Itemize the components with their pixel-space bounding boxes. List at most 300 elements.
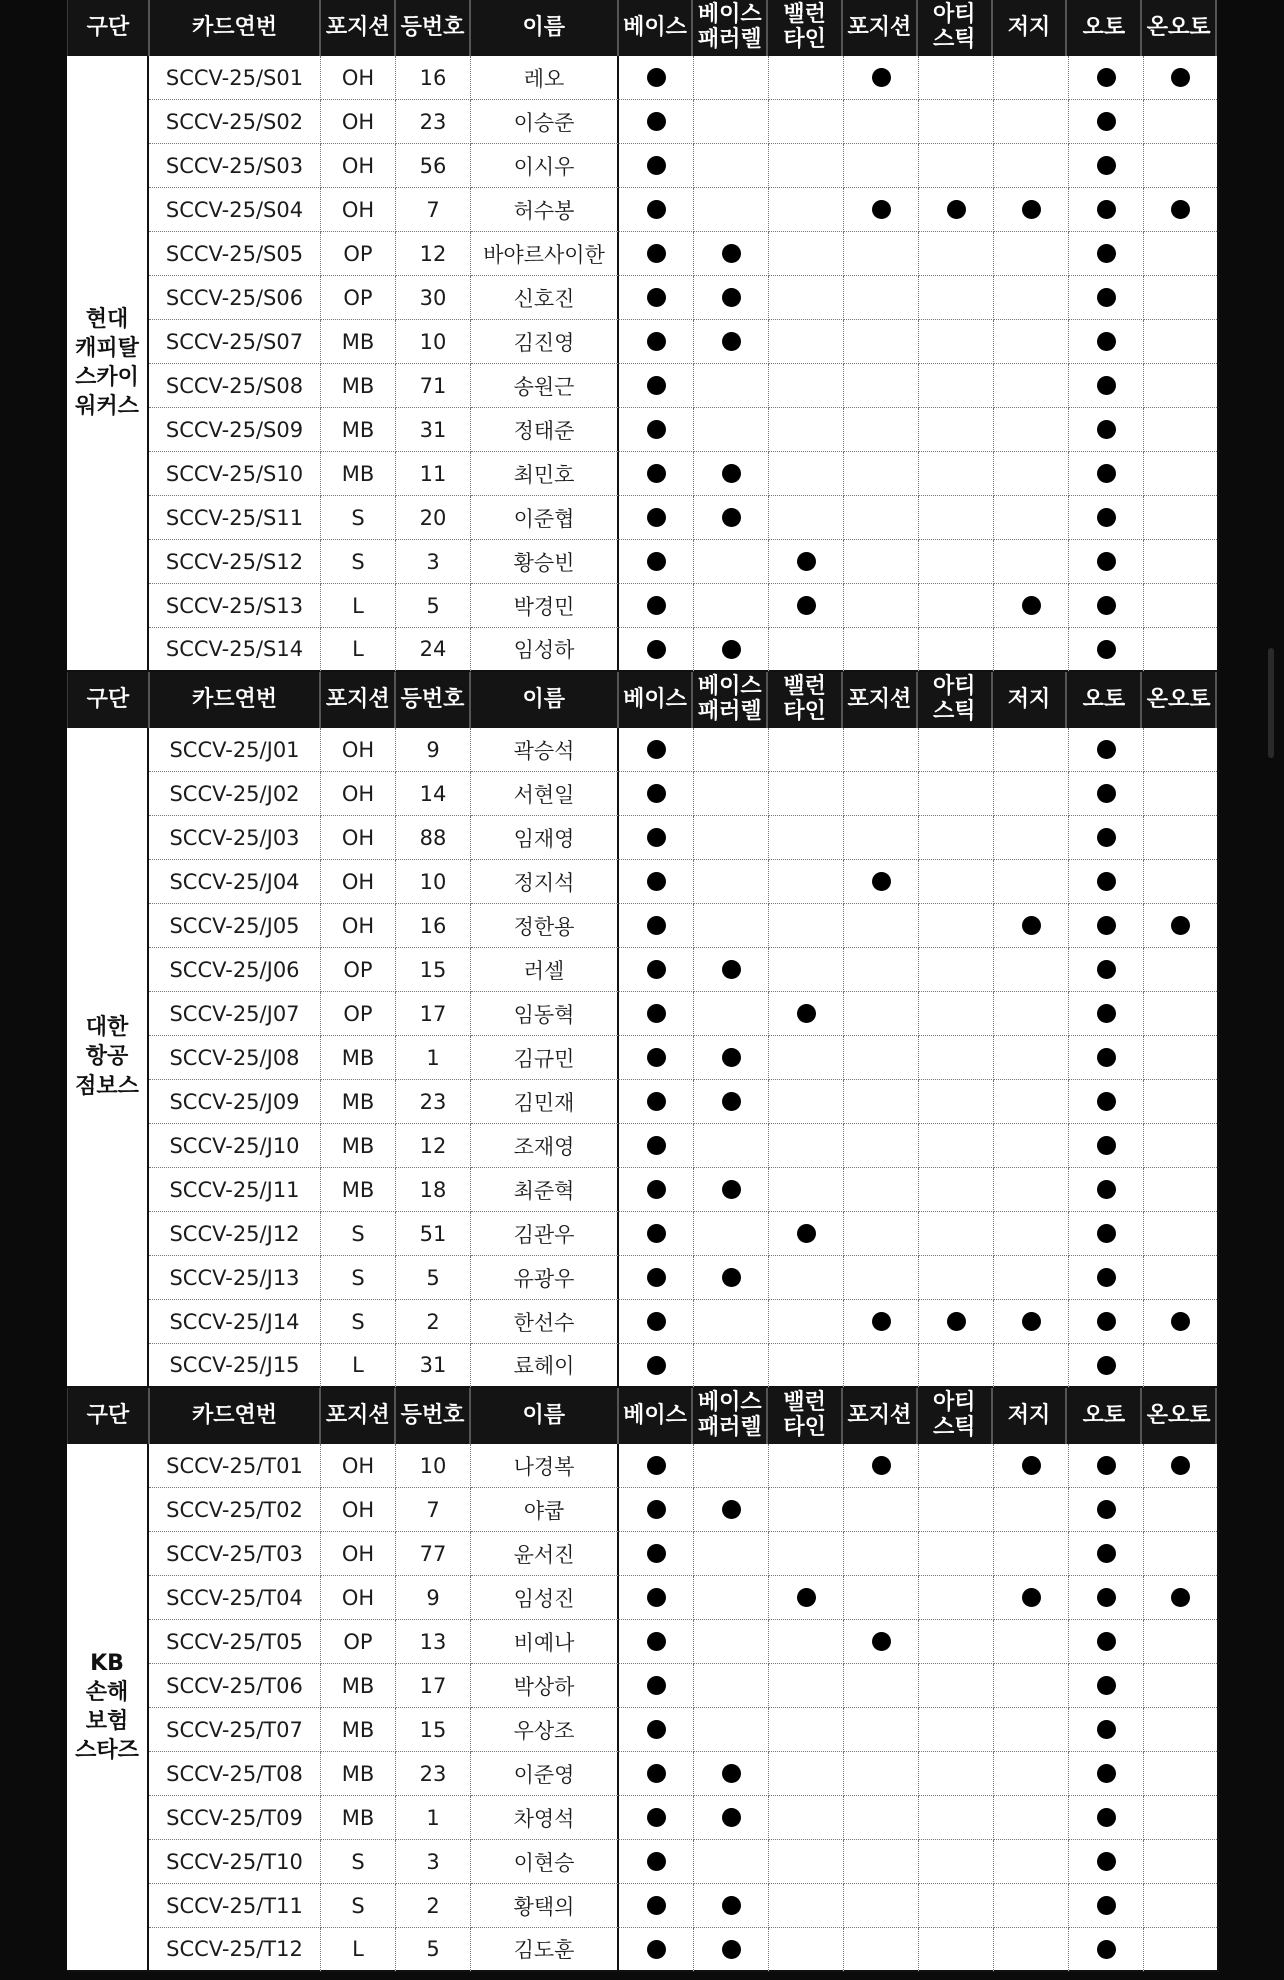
flag-cell-artistic xyxy=(919,860,994,904)
flag-cell-jersey xyxy=(994,232,1069,276)
table-row xyxy=(149,1796,1219,1840)
checked-dot-icon xyxy=(1097,420,1116,439)
flag-cell-artistic xyxy=(919,100,994,144)
flag-cell-base xyxy=(619,276,694,320)
header-position: 포지션 xyxy=(321,0,396,56)
checked-dot-icon xyxy=(647,1004,666,1023)
flag-cell-auto xyxy=(1069,1796,1144,1840)
header-jersey: 저지 xyxy=(993,1388,1068,1444)
checked-dot-icon xyxy=(647,1136,666,1155)
flag-cell-base-parallel xyxy=(694,144,769,188)
position-cell: MB xyxy=(321,320,396,364)
flag-cell-jersey xyxy=(994,364,1069,408)
header-position: 포지션 xyxy=(321,1388,396,1444)
checked-dot-icon xyxy=(1097,1676,1116,1695)
checked-dot-icon xyxy=(1022,1588,1041,1607)
position-cell: S xyxy=(321,1840,396,1884)
flag-cell-base xyxy=(619,772,694,816)
flag-cell-auto xyxy=(1069,1576,1144,1620)
player-name-cell: 김진영 xyxy=(471,320,619,364)
jersey-number-cell: 15 xyxy=(396,948,471,992)
position-cell: S xyxy=(321,1300,396,1344)
flag-cell-jersey xyxy=(994,408,1069,452)
checked-dot-icon xyxy=(872,68,891,87)
card-number-cell: SCCV-25/S06 xyxy=(149,276,321,320)
card-number-cell: SCCV-25/J04 xyxy=(149,860,321,904)
flag-cell-jersey xyxy=(994,948,1069,992)
flag-cell-jersey xyxy=(994,1796,1069,1840)
flag-cell-on-card-auto xyxy=(1144,232,1219,276)
flag-cell-artistic xyxy=(919,364,994,408)
flag-cell-on-card-auto xyxy=(1144,728,1219,772)
checked-dot-icon xyxy=(722,464,741,483)
jersey-number-cell: 2 xyxy=(396,1300,471,1344)
header-base-parallel: 베이스 패러렐 xyxy=(693,1388,768,1444)
flag-cell-artistic xyxy=(919,1928,994,1972)
row-group xyxy=(149,56,1219,672)
card-number-cell: SCCV-25/J07 xyxy=(149,992,321,1036)
flag-cell-auto xyxy=(1069,1532,1144,1576)
flag-cell-position-insert xyxy=(844,1884,919,1928)
card-number-cell: SCCV-25/T06 xyxy=(149,1664,321,1708)
table-row xyxy=(149,1532,1219,1576)
flag-cell-auto xyxy=(1069,628,1144,672)
flag-cell-auto xyxy=(1069,772,1144,816)
player-name-cell: 한선수 xyxy=(471,1300,619,1344)
flag-cell-base-parallel xyxy=(694,188,769,232)
flag-cell-artistic xyxy=(919,1256,994,1300)
flag-cell-valentine xyxy=(769,1036,844,1080)
card-number-cell: SCCV-25/J10 xyxy=(149,1124,321,1168)
flag-cell-jersey xyxy=(994,320,1069,364)
checked-dot-icon xyxy=(1097,1852,1116,1871)
flag-cell-jersey xyxy=(994,728,1069,772)
flag-cell-position-insert xyxy=(844,1256,919,1300)
flag-cell-artistic xyxy=(919,1576,994,1620)
table-row xyxy=(149,232,1219,276)
checked-dot-icon xyxy=(872,872,891,891)
flag-cell-auto xyxy=(1069,364,1144,408)
flag-cell-auto xyxy=(1069,584,1144,628)
card-number-cell: SCCV-25/J13 xyxy=(149,1256,321,1300)
flag-cell-base xyxy=(619,1928,694,1972)
player-name-cell: 우상조 xyxy=(471,1708,619,1752)
flag-cell-position-insert xyxy=(844,232,919,276)
table-row xyxy=(149,1344,1219,1388)
flag-cell-auto xyxy=(1069,144,1144,188)
card-number-cell: SCCV-25/J03 xyxy=(149,816,321,860)
player-name-cell: 임성하 xyxy=(471,628,619,672)
flag-cell-base xyxy=(619,584,694,628)
flag-cell-valentine xyxy=(769,1532,844,1576)
card-number-cell: SCCV-25/T05 xyxy=(149,1620,321,1664)
checked-dot-icon xyxy=(797,1224,816,1243)
flag-cell-base xyxy=(619,860,694,904)
flag-cell-on-card-auto xyxy=(1144,1532,1219,1576)
flag-cell-jersey xyxy=(994,496,1069,540)
flag-cell-artistic xyxy=(919,1124,994,1168)
card-number-cell: SCCV-25/T03 xyxy=(149,1532,321,1576)
jersey-number-cell: 51 xyxy=(396,1212,471,1256)
flag-cell-jersey xyxy=(994,1080,1069,1124)
card-number-cell: SCCV-25/J15 xyxy=(149,1344,321,1388)
checked-dot-icon xyxy=(647,1268,666,1287)
checked-dot-icon xyxy=(722,244,741,263)
flag-cell-on-card-auto xyxy=(1144,496,1219,540)
flag-cell-base-parallel xyxy=(694,1212,769,1256)
flag-cell-jersey xyxy=(994,1488,1069,1532)
flag-cell-position-insert xyxy=(844,1532,919,1576)
flag-cell-base-parallel xyxy=(694,860,769,904)
flag-cell-auto xyxy=(1069,320,1144,364)
team-section xyxy=(67,1388,1217,1972)
header-player-name: 이름 xyxy=(471,672,619,728)
flag-cell-auto xyxy=(1069,1168,1144,1212)
flag-cell-auto xyxy=(1069,56,1144,100)
table-row xyxy=(149,1884,1219,1928)
flag-cell-position-insert xyxy=(844,320,919,364)
player-name-cell: 허수봉 xyxy=(471,188,619,232)
position-cell: OH xyxy=(321,56,396,100)
flag-cell-artistic xyxy=(919,1080,994,1124)
checked-dot-icon xyxy=(1097,916,1116,935)
header-auto: 오토 xyxy=(1067,0,1142,56)
flag-cell-valentine xyxy=(769,276,844,320)
checked-dot-icon xyxy=(647,960,666,979)
flag-cell-jersey xyxy=(994,628,1069,672)
flag-cell-base-parallel xyxy=(694,452,769,496)
table-row xyxy=(149,1124,1219,1168)
player-name-cell: 러셀 xyxy=(471,948,619,992)
flag-cell-valentine xyxy=(769,992,844,1036)
flag-cell-base xyxy=(619,728,694,772)
flag-cell-auto xyxy=(1069,1444,1144,1488)
card-number-cell: SCCV-25/T08 xyxy=(149,1752,321,1796)
flag-cell-position-insert xyxy=(844,1752,919,1796)
flag-cell-auto xyxy=(1069,1884,1144,1928)
header-base: 베이스 xyxy=(619,0,694,56)
flag-cell-auto xyxy=(1069,232,1144,276)
checked-dot-icon xyxy=(1097,112,1116,131)
table-row xyxy=(149,772,1219,816)
table-row xyxy=(149,1300,1219,1344)
player-name-cell: 박경민 xyxy=(471,584,619,628)
table-row xyxy=(149,1576,1219,1620)
flag-cell-on-card-auto xyxy=(1144,452,1219,496)
flag-cell-base-parallel xyxy=(694,100,769,144)
flag-cell-artistic xyxy=(919,144,994,188)
team-section xyxy=(67,0,1217,672)
scrollbar-thumb[interactable] xyxy=(1268,648,1274,758)
checked-dot-icon xyxy=(722,1268,741,1287)
header-player-name: 이름 xyxy=(471,1388,619,1444)
card-number-cell: SCCV-25/S10 xyxy=(149,452,321,496)
position-cell: OH xyxy=(321,728,396,772)
jersey-number-cell: 24 xyxy=(396,628,471,672)
card-checklist-table xyxy=(67,0,1217,1972)
flag-cell-position-insert xyxy=(844,948,919,992)
position-cell: OH xyxy=(321,1488,396,1532)
checked-dot-icon xyxy=(1097,376,1116,395)
flag-cell-valentine xyxy=(769,628,844,672)
table-row xyxy=(149,1928,1219,1972)
flag-cell-valentine xyxy=(769,144,844,188)
flag-cell-artistic xyxy=(919,320,994,364)
jersey-number-cell: 5 xyxy=(396,1256,471,1300)
flag-cell-on-card-auto xyxy=(1144,1168,1219,1212)
flag-cell-on-card-auto xyxy=(1144,100,1219,144)
position-cell: MB xyxy=(321,408,396,452)
table-row xyxy=(149,496,1219,540)
flag-cell-base xyxy=(619,1256,694,1300)
checked-dot-icon xyxy=(1097,1500,1116,1519)
header-row xyxy=(67,0,1217,56)
card-number-cell: SCCV-25/S02 xyxy=(149,100,321,144)
checked-dot-icon xyxy=(1097,872,1116,891)
flag-cell-position-insert xyxy=(844,364,919,408)
player-name-cell: 정태준 xyxy=(471,408,619,452)
checked-dot-icon xyxy=(1097,1092,1116,1111)
checked-dot-icon xyxy=(647,332,666,351)
flag-cell-jersey xyxy=(994,1620,1069,1664)
checked-dot-icon xyxy=(797,1588,816,1607)
card-number-cell: SCCV-25/S09 xyxy=(149,408,321,452)
flag-cell-on-card-auto xyxy=(1144,1576,1219,1620)
header-jersey: 저지 xyxy=(993,672,1068,728)
flag-cell-auto xyxy=(1069,1620,1144,1664)
card-number-cell: SCCV-25/J12 xyxy=(149,1212,321,1256)
flag-cell-on-card-auto xyxy=(1144,1256,1219,1300)
player-name-cell: 료헤이 xyxy=(471,1344,619,1388)
position-cell: OP xyxy=(321,948,396,992)
table-row xyxy=(149,1840,1219,1884)
checked-dot-icon xyxy=(647,596,666,615)
jersey-number-cell: 23 xyxy=(396,100,471,144)
card-number-cell: SCCV-25/S12 xyxy=(149,540,321,584)
checked-dot-icon xyxy=(647,244,666,263)
flag-cell-valentine xyxy=(769,1124,844,1168)
checked-dot-icon xyxy=(1097,784,1116,803)
flag-cell-jersey xyxy=(994,1124,1069,1168)
flag-cell-position-insert xyxy=(844,628,919,672)
checked-dot-icon xyxy=(1097,596,1116,615)
player-name-cell: 신호진 xyxy=(471,276,619,320)
header-base: 베이스 xyxy=(619,672,694,728)
position-cell: MB xyxy=(321,1080,396,1124)
flag-cell-position-insert xyxy=(844,1444,919,1488)
flag-cell-position-insert xyxy=(844,540,919,584)
checked-dot-icon xyxy=(722,1764,741,1783)
flag-cell-jersey xyxy=(994,1300,1069,1344)
flag-cell-base xyxy=(619,1708,694,1752)
flag-cell-base xyxy=(619,364,694,408)
flag-cell-base xyxy=(619,56,694,100)
flag-cell-on-card-auto xyxy=(1144,364,1219,408)
player-name-cell: 차영석 xyxy=(471,1796,619,1840)
flag-cell-jersey xyxy=(994,56,1069,100)
flag-cell-valentine xyxy=(769,1256,844,1300)
checked-dot-icon xyxy=(647,376,666,395)
card-number-cell: SCCV-25/J06 xyxy=(149,948,321,992)
checked-dot-icon xyxy=(872,1632,891,1651)
table-row xyxy=(149,1036,1219,1080)
flag-cell-base xyxy=(619,1840,694,1884)
jersey-number-cell: 31 xyxy=(396,408,471,452)
flag-cell-artistic xyxy=(919,1300,994,1344)
jersey-number-cell: 17 xyxy=(396,1664,471,1708)
table-row xyxy=(149,1256,1219,1300)
flag-cell-position-insert xyxy=(844,100,919,144)
flag-cell-auto xyxy=(1069,452,1144,496)
flag-cell-base xyxy=(619,1212,694,1256)
header-row xyxy=(67,1388,1217,1444)
flag-cell-base-parallel xyxy=(694,1300,769,1344)
position-cell: S xyxy=(321,1256,396,1300)
checked-dot-icon xyxy=(722,288,741,307)
flag-cell-base xyxy=(619,816,694,860)
checked-dot-icon xyxy=(647,1720,666,1739)
flag-cell-jersey xyxy=(994,1752,1069,1796)
player-name-cell: 정한용 xyxy=(471,904,619,948)
flag-cell-base xyxy=(619,188,694,232)
jersey-number-cell: 3 xyxy=(396,1840,471,1884)
flag-cell-artistic xyxy=(919,904,994,948)
flag-cell-auto xyxy=(1069,1300,1144,1344)
checked-dot-icon xyxy=(1097,1312,1116,1331)
flag-cell-position-insert xyxy=(844,1620,919,1664)
table-row xyxy=(149,100,1219,144)
flag-cell-auto xyxy=(1069,1488,1144,1532)
flag-cell-auto xyxy=(1069,1708,1144,1752)
flag-cell-artistic xyxy=(919,276,994,320)
flag-cell-artistic xyxy=(919,1532,994,1576)
position-cell: L xyxy=(321,1928,396,1972)
flag-cell-base-parallel xyxy=(694,584,769,628)
flag-cell-valentine xyxy=(769,1928,844,1972)
table-row xyxy=(149,364,1219,408)
flag-cell-valentine xyxy=(769,772,844,816)
player-name-cell: 박상하 xyxy=(471,1664,619,1708)
flag-cell-base xyxy=(619,1620,694,1664)
card-number-cell: SCCV-25/J11 xyxy=(149,1168,321,1212)
flag-cell-position-insert xyxy=(844,144,919,188)
flag-cell-base-parallel xyxy=(694,408,769,452)
flag-cell-valentine xyxy=(769,320,844,364)
checked-dot-icon xyxy=(647,1312,666,1331)
header-artistic: 아티 스틱 xyxy=(918,0,993,56)
card-number-cell: SCCV-25/T12 xyxy=(149,1928,321,1972)
flag-cell-position-insert xyxy=(844,1928,919,1972)
flag-cell-on-card-auto xyxy=(1144,992,1219,1036)
checked-dot-icon xyxy=(797,552,816,571)
checked-dot-icon xyxy=(1097,68,1116,87)
jersey-number-cell: 9 xyxy=(396,728,471,772)
card-number-cell: SCCV-25/J08 xyxy=(149,1036,321,1080)
checked-dot-icon xyxy=(647,1940,666,1959)
checked-dot-icon xyxy=(1097,1180,1116,1199)
flag-cell-jersey xyxy=(994,188,1069,232)
player-name-cell: 최준혁 xyxy=(471,1168,619,1212)
flag-cell-valentine xyxy=(769,948,844,992)
jersey-number-cell: 20 xyxy=(396,496,471,540)
flag-cell-on-card-auto xyxy=(1144,772,1219,816)
flag-cell-base-parallel xyxy=(694,320,769,364)
flag-cell-base xyxy=(619,904,694,948)
player-name-cell: 이현승 xyxy=(471,1840,619,1884)
flag-cell-jersey xyxy=(994,1928,1069,1972)
flag-cell-valentine xyxy=(769,1080,844,1124)
flag-cell-auto xyxy=(1069,1080,1144,1124)
flag-cell-position-insert xyxy=(844,904,919,948)
checked-dot-icon xyxy=(647,1500,666,1519)
flag-cell-base-parallel xyxy=(694,992,769,1036)
flag-cell-auto xyxy=(1069,1344,1144,1388)
flag-cell-jersey xyxy=(994,1576,1069,1620)
flag-cell-auto xyxy=(1069,1664,1144,1708)
flag-cell-base xyxy=(619,1796,694,1840)
team-name: 현대 캐피탈 스카이 워커스 xyxy=(67,56,149,672)
player-name-cell: 서현일 xyxy=(471,772,619,816)
checked-dot-icon xyxy=(1097,1940,1116,1959)
flag-cell-base-parallel xyxy=(694,1796,769,1840)
flag-cell-auto xyxy=(1069,496,1144,540)
flag-cell-valentine xyxy=(769,860,844,904)
jersey-number-cell: 71 xyxy=(396,364,471,408)
flag-cell-valentine xyxy=(769,232,844,276)
table-row xyxy=(149,188,1219,232)
checked-dot-icon xyxy=(1022,1312,1041,1331)
flag-cell-jersey xyxy=(994,100,1069,144)
flag-cell-position-insert xyxy=(844,728,919,772)
jersey-number-cell: 5 xyxy=(396,1928,471,1972)
checked-dot-icon xyxy=(872,200,891,219)
jersey-number-cell: 56 xyxy=(396,144,471,188)
flag-cell-jersey xyxy=(994,584,1069,628)
jersey-number-cell: 7 xyxy=(396,188,471,232)
flag-cell-base-parallel xyxy=(694,1840,769,1884)
flag-cell-valentine xyxy=(769,1884,844,1928)
jersey-number-cell: 9 xyxy=(396,1576,471,1620)
jersey-number-cell: 88 xyxy=(396,816,471,860)
flag-cell-valentine xyxy=(769,540,844,584)
checked-dot-icon xyxy=(1022,1456,1041,1475)
checked-dot-icon xyxy=(797,596,816,615)
player-name-cell: 바야르사이한 xyxy=(471,232,619,276)
jersey-number-cell: 14 xyxy=(396,772,471,816)
flag-cell-auto xyxy=(1069,816,1144,860)
position-cell: MB xyxy=(321,1752,396,1796)
jersey-number-cell: 77 xyxy=(396,1532,471,1576)
flag-cell-on-card-auto xyxy=(1144,276,1219,320)
player-name-cell: 최민호 xyxy=(471,452,619,496)
flag-cell-artistic xyxy=(919,1796,994,1840)
player-name-cell: 김민재 xyxy=(471,1080,619,1124)
flag-cell-base xyxy=(619,144,694,188)
flag-cell-base xyxy=(619,992,694,1036)
checked-dot-icon xyxy=(647,552,666,571)
card-number-cell: SCCV-25/S14 xyxy=(149,628,321,672)
flag-cell-auto xyxy=(1069,904,1144,948)
flag-cell-position-insert xyxy=(844,1708,919,1752)
flag-cell-valentine xyxy=(769,1168,844,1212)
flag-cell-auto xyxy=(1069,1212,1144,1256)
header-team: 구단 xyxy=(68,0,150,56)
card-number-cell: SCCV-25/S11 xyxy=(149,496,321,540)
position-cell: S xyxy=(321,496,396,540)
jersey-number-cell: 10 xyxy=(396,320,471,364)
checked-dot-icon xyxy=(797,1004,816,1023)
player-name-cell: 송원근 xyxy=(471,364,619,408)
